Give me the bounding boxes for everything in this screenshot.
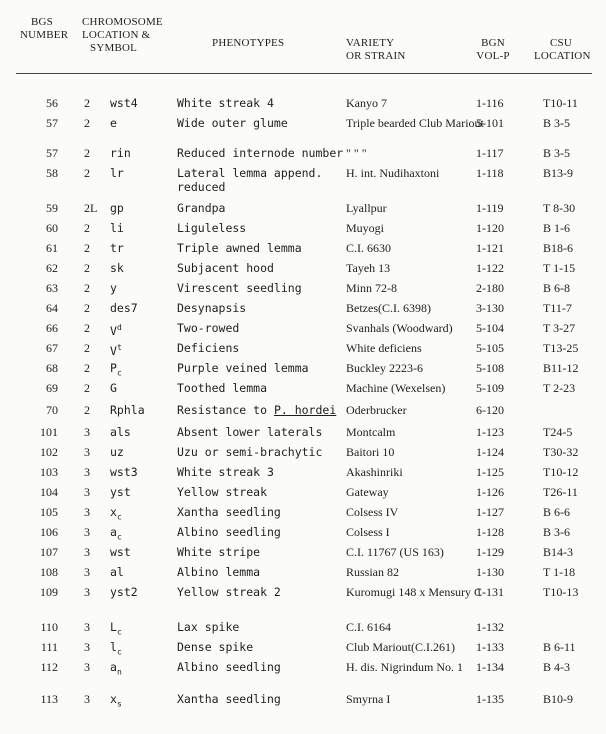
variety-or-strain: Betzes(C.I. 6398) [346, 301, 431, 315]
gene-symbol-base: V [110, 323, 117, 338]
phenotype-text: Resistance to [177, 403, 274, 417]
gene-symbol-subscript: n [116, 667, 122, 677]
bgn-volume-page: 1-130 [476, 565, 504, 579]
bgn-volume-page: 1-118 [476, 166, 504, 180]
phenotype-text: Reduced internode number [177, 146, 344, 160]
bgn-volume-page: 5-101 [476, 116, 504, 130]
phenotype [177, 116, 345, 130]
gene-symbol [110, 301, 138, 315]
csu-location: T 8-30 [543, 201, 576, 215]
variety-or-strain: C.I. 6630 [346, 241, 391, 255]
gene-symbol-base: Rphla [110, 403, 145, 417]
gene-symbol [110, 620, 122, 639]
chromosome-location: 3 [84, 640, 90, 654]
gene-symbol [110, 692, 122, 711]
bgs-number: 106 [40, 525, 58, 539]
phenotype [177, 585, 345, 599]
bgn-volume-page: 1-128 [476, 525, 504, 539]
variety-or-strain: Russian 82 [346, 565, 400, 579]
header-chrom-line1: CHROMOSOME [82, 16, 163, 28]
bgs-number: 113 [40, 692, 58, 706]
chromosome-location: 3 [84, 425, 90, 439]
chromosome-location: 2 [84, 301, 90, 315]
variety-or-strain: H. int. Nudihaxtoni [346, 166, 440, 180]
phenotype [177, 525, 345, 539]
phenotype-text: Subjacent hood [177, 261, 274, 275]
phenotype-text: Virescent seedling [177, 281, 302, 295]
bgs-number: 58 [46, 166, 58, 180]
header-bgn-line1: BGN [481, 37, 505, 49]
gene-symbol [110, 525, 122, 544]
phenotype [177, 403, 345, 417]
csu-location: T 2-23 [543, 381, 576, 395]
csu-location: B11-12 [543, 361, 579, 375]
gene-symbol-base: gp [110, 201, 124, 215]
variety-or-strain: Colsess IV [346, 505, 399, 519]
bgs-number: 60 [46, 221, 58, 235]
phenotype [177, 96, 345, 110]
phenotype [177, 692, 345, 706]
gene-symbol [110, 116, 117, 130]
chromosome-location: 2 [84, 281, 90, 295]
phenotype [177, 341, 345, 355]
bgn-volume-page: 1-124 [476, 445, 504, 459]
chromosome-location: 2 [84, 146, 90, 160]
gene-symbol [110, 261, 124, 275]
csu-location: B13-9 [543, 166, 573, 180]
chromosome-location: 2 [84, 166, 90, 180]
bgs-number: 57 [46, 146, 58, 160]
bgn-volume-page: 5-109 [476, 381, 504, 395]
chromosome-location: 3 [84, 505, 90, 519]
gene-symbol-superscript: d [116, 323, 122, 332]
csu-location: B 6-6 [543, 505, 570, 519]
csu-location: T10-13 [543, 585, 579, 599]
phenotype [177, 505, 345, 519]
gene-symbol [110, 201, 124, 215]
csu-location: B10-9 [543, 692, 573, 706]
bgs-number: 111 [40, 640, 58, 654]
gene-symbol-base: li [110, 221, 124, 235]
gene-symbol-base: wst [110, 545, 131, 559]
gene-symbol [110, 485, 131, 499]
variety-or-strain: Minn 72-8 [346, 281, 397, 295]
phenotype-text: Desynapsis [177, 301, 247, 315]
chromosome-location: 2 [84, 403, 90, 417]
bgn-volume-page: 6-120 [476, 403, 504, 417]
phenotype [177, 381, 345, 395]
phenotype [177, 321, 345, 335]
phenotype-text: Grandpa [177, 201, 226, 215]
gene-symbol [110, 585, 138, 599]
phenotype-text: White streak 4 [177, 96, 274, 110]
phenotype-text: Triple awned lemma [177, 241, 302, 255]
header-chrom-line3: SYMBOL [90, 42, 138, 54]
chromosome-location: 3 [84, 620, 90, 634]
bgn-volume-page: 1-122 [476, 261, 504, 275]
chromosome-location: 3 [84, 660, 90, 674]
csu-location: T10-11 [543, 96, 578, 110]
gene-symbol-base: rin [110, 146, 131, 160]
phenotype [177, 241, 345, 255]
gene-symbol [110, 660, 122, 679]
csu-location: T 3-27 [543, 321, 576, 335]
bgn-volume-page: 1-116 [476, 96, 504, 110]
bgn-volume-page: 3-130 [476, 301, 504, 315]
variety-or-strain: Baitori 10 [346, 445, 395, 459]
gene-symbol-base: yst2 [110, 585, 138, 599]
phenotype [177, 221, 345, 235]
chromosome-location: 3 [84, 465, 90, 479]
phenotype-text: White stripe [177, 545, 261, 559]
bgs-number: 66 [46, 321, 58, 335]
bgs-number: 110 [40, 620, 58, 634]
gene-symbol [110, 425, 131, 439]
bgn-volume-page: 1-135 [476, 692, 504, 706]
variety-or-strain: Colsess I [346, 525, 390, 539]
header-bgn [470, 37, 516, 63]
phenotype [177, 620, 345, 634]
variety-or-strain: Svanhals (Woodward) [346, 321, 453, 335]
bgs-number: 103 [40, 465, 58, 479]
gene-symbol-base: l [110, 640, 117, 654]
gene-symbol [110, 565, 124, 579]
gene-symbol-base: P [110, 361, 117, 375]
phenotype-underlined: P. hordei [273, 403, 337, 417]
phenotype-text: Xantha seedling [177, 505, 281, 519]
gene-symbol-base: als [110, 425, 131, 439]
phenotype [177, 465, 345, 479]
chromosome-location: 2 [84, 381, 90, 395]
csu-location: T 1-18 [543, 565, 576, 579]
bgn-volume-page: 1-131 [476, 585, 504, 599]
header-variety-line2: OR STRAIN [346, 50, 406, 62]
gene-symbol [110, 281, 117, 295]
bgn-volume-page: 5-108 [476, 361, 504, 375]
chromosome-location: 3 [84, 445, 90, 459]
header-phen-text: PHENOTYPES [212, 37, 285, 49]
bgn-volume-page: 1-119 [476, 201, 504, 215]
header-bgn-line2: VOL-P [476, 50, 510, 62]
phenotype-text: Two-rowed [177, 321, 240, 335]
csu-location: T30-32 [543, 445, 579, 459]
bgs-number: 62 [46, 261, 58, 275]
gene-symbol-base: V [110, 343, 117, 358]
phenotype-text: Dense spike [177, 640, 254, 654]
bgs-number: 112 [40, 660, 58, 674]
bgn-volume-page: 1-129 [476, 545, 504, 559]
gene-symbol-base: tr [110, 241, 124, 255]
gene-symbol [110, 465, 138, 479]
bgn-volume-page: 1-125 [476, 465, 504, 479]
variety-or-strain: Buckley 2223-6 [346, 361, 423, 375]
bgn-volume-page: 1-127 [476, 505, 504, 519]
phenotype-text: Albino lemma [177, 565, 261, 579]
gene-symbol-base: G [110, 381, 117, 395]
bgn-volume-page: 1-133 [476, 640, 504, 654]
gene-symbol-subscript: c [116, 512, 122, 522]
gene-symbol-subscript: c [116, 627, 122, 637]
bgs-number: 105 [40, 505, 58, 519]
variety-or-strain: Kanyo 7 [346, 96, 387, 110]
phenotype-text: Purple veined lemma [177, 361, 309, 375]
header-bgs-line2: NUMBER [20, 29, 69, 41]
chromosome-location: 3 [84, 525, 90, 539]
header-chromosome [82, 16, 163, 55]
phenotype [177, 660, 345, 674]
gene-symbol [110, 341, 122, 358]
gene-symbol-base: L [110, 620, 117, 634]
bgs-number: 69 [46, 381, 58, 395]
chromosome-location: 2 [84, 341, 90, 355]
bgn-volume-page: 5-104 [476, 321, 504, 335]
phenotype-text: Lax spike [177, 620, 240, 634]
bgs-number: 102 [40, 445, 58, 459]
header-phenotypes [212, 37, 284, 50]
gene-symbol-base: yst [110, 485, 131, 499]
bgs-number: 64 [46, 301, 58, 315]
bgs-number: 109 [40, 585, 58, 599]
gene-symbol [110, 241, 124, 255]
chromosome-location: 2 [84, 116, 90, 130]
gene-symbol [110, 221, 124, 235]
header-csu-line1: CSU [550, 37, 572, 49]
variety-or-strain: C.I. 11767 (US 163) [346, 545, 444, 559]
gene-symbol-base: uz [110, 445, 124, 459]
phenotype-text: Uzu or semi-brachytic [177, 445, 323, 459]
variety-or-strain: Tayeh 13 [346, 261, 391, 275]
bgs-number: 57 [46, 116, 58, 130]
phenotype [177, 565, 345, 579]
header-chrom-line2: LOCATION & [82, 29, 151, 41]
phenotype [177, 201, 345, 215]
csu-location: T 1-15 [543, 261, 576, 275]
gene-symbol [110, 166, 124, 180]
chromosome-location: 3 [84, 565, 90, 579]
phenotype-text: Yellow streak 2 [177, 585, 281, 599]
phenotype-text: Toothed lemma [177, 381, 268, 395]
phenotype-text: White streak 3 [177, 465, 274, 479]
phenotype [177, 301, 345, 315]
gene-symbol-base: wst4 [110, 96, 138, 110]
csu-location: T24-5 [543, 425, 573, 439]
gene-symbol [110, 640, 122, 659]
phenotype [177, 445, 345, 459]
gene-symbol-subscript: c [116, 368, 122, 378]
variety-or-strain: Gateway [346, 485, 389, 499]
gene-symbol-superscript: t [116, 343, 122, 352]
csu-location: B 6-8 [543, 281, 570, 295]
csu-location: B 3-5 [543, 146, 570, 160]
phenotype [177, 261, 345, 275]
csu-location: T26-11 [543, 485, 578, 499]
gene-symbol [110, 321, 122, 338]
chromosome-location: 2 [84, 261, 90, 275]
bgs-number: 68 [46, 361, 58, 375]
chromosome-location: 2L [84, 201, 98, 215]
bgn-volume-page: 1-120 [476, 221, 504, 235]
gene-symbol-base: e [110, 116, 117, 130]
variety-or-strain: Oderbrucker [346, 403, 407, 417]
phenotype-text: Albino seedling [177, 660, 281, 674]
gene-symbol-subscript: s [116, 699, 122, 709]
bgn-volume-page: 1-134 [476, 660, 504, 674]
phenotype [177, 640, 345, 654]
phenotype-text: Deficiens [177, 341, 240, 355]
phenotype [177, 146, 345, 160]
csu-location: B 1-6 [543, 221, 570, 235]
gene-symbol-base: a [110, 525, 117, 539]
phenotype [177, 361, 345, 375]
bgn-volume-page: 1-126 [476, 485, 504, 499]
bgn-volume-page: 2-180 [476, 281, 504, 295]
phenotype [177, 485, 345, 499]
bgn-volume-page: 1-123 [476, 425, 504, 439]
variety-or-strain: Smyrna I [346, 692, 391, 706]
phenotype-text: Xantha seedling [177, 692, 281, 706]
bgs-number: 104 [40, 485, 58, 499]
csu-location: B18-6 [543, 241, 573, 255]
phenotype-text: Albino seedling [177, 525, 281, 539]
gene-symbol [110, 403, 145, 417]
bgs-number: 63 [46, 281, 58, 295]
chromosome-location: 3 [84, 485, 90, 499]
variety-or-strain: Akashinriki [346, 465, 403, 479]
gene-symbol-base: a [110, 660, 117, 674]
bgs-number: 70 [46, 403, 58, 417]
phenotype [177, 545, 345, 559]
variety-or-strain: White deficiens [346, 341, 422, 355]
bgs-number: 67 [46, 341, 58, 355]
chromosome-location: 2 [84, 241, 90, 255]
csu-location: B 4-3 [543, 660, 570, 674]
chromosome-location: 2 [84, 361, 90, 375]
header-bgs [20, 16, 69, 42]
csu-location: T11-7 [543, 301, 572, 315]
chromosome-location: 3 [84, 545, 90, 559]
gene-symbol [110, 381, 117, 395]
gene-symbol [110, 361, 122, 380]
variety-or-strain: H. dis. Nigrindum No. 1 [346, 660, 463, 674]
gene-symbol-base: x [110, 692, 117, 706]
variety-or-strain: C.I. 6164 [346, 620, 391, 634]
gene-symbol [110, 505, 122, 524]
csu-location: B 3-5 [543, 116, 570, 130]
csu-location: B 6-11 [543, 640, 576, 654]
header-bgs-line1: BGS [31, 16, 53, 28]
bgs-number: 61 [46, 241, 58, 255]
chromosome-location: 2 [84, 221, 90, 235]
gene-symbol [110, 146, 131, 160]
variety-or-strain: Kuromugi 148 x Mensury C [346, 585, 482, 599]
bgn-volume-page: 1-121 [476, 241, 504, 255]
header-variety-line1: VARIETY [346, 37, 395, 49]
phenotype [177, 166, 345, 194]
gene-symbol-base: wst3 [110, 465, 138, 479]
phenotype-text: Absent lower laterals [177, 425, 323, 439]
gene-symbol-subscript: c [116, 647, 122, 657]
variety-or-strain: Club Mariout(C.I.261) [346, 640, 455, 654]
bgs-number: 108 [40, 565, 58, 579]
chromosome-location: 2 [84, 321, 90, 335]
gene-symbol [110, 445, 124, 459]
header-csu [534, 37, 591, 63]
header-csu-line2: LOCATION [534, 50, 591, 62]
gene-symbol [110, 545, 131, 559]
variety-or-strain: Lyallpur [346, 201, 387, 215]
phenotype [177, 425, 345, 439]
variety-or-strain: Machine (Wexelsen) [346, 381, 446, 395]
bgs-number: 107 [40, 545, 58, 559]
variety-or-strain: " " " [346, 146, 367, 160]
gene-symbol-base: des7 [110, 301, 138, 315]
gene-symbol-base: lr [110, 166, 124, 180]
phenotype-text: Wide outer glume [177, 116, 288, 130]
header-rule [16, 73, 592, 74]
gene-symbol-base: x [110, 505, 117, 519]
bgn-volume-page: 5-105 [476, 341, 504, 355]
csu-location: T10-12 [543, 465, 579, 479]
csu-location: B 3-6 [543, 525, 570, 539]
gene-symbol-base: sk [110, 261, 124, 275]
bgn-volume-page: 1-117 [476, 146, 504, 160]
chromosome-location: 3 [84, 585, 90, 599]
variety-or-strain: Montcalm [346, 425, 396, 439]
gene-symbol-subscript: c [116, 532, 122, 542]
phenotype-text: Yellow streak [177, 485, 268, 499]
gene-symbol-base: y [110, 281, 117, 295]
bgn-volume-page: 1-132 [476, 620, 504, 634]
bgs-number: 56 [46, 96, 58, 110]
gene-symbol [110, 96, 138, 110]
chromosome-location: 3 [84, 692, 90, 706]
bgs-number: 59 [46, 201, 58, 215]
variety-or-strain: Muyogi [346, 221, 385, 235]
bgs-number: 101 [40, 425, 58, 439]
csu-location: B14-3 [543, 545, 573, 559]
phenotype-text: Lateral lemma append. reduced [177, 166, 323, 194]
phenotype-text: Liguleless [177, 221, 247, 235]
variety-or-strain: Triple bearded Club Mariout [346, 116, 484, 130]
chromosome-location: 2 [84, 96, 90, 110]
gene-symbol-base: al [110, 565, 124, 579]
csu-location: T13-25 [543, 341, 579, 355]
header-variety [346, 37, 406, 63]
phenotype [177, 281, 345, 295]
